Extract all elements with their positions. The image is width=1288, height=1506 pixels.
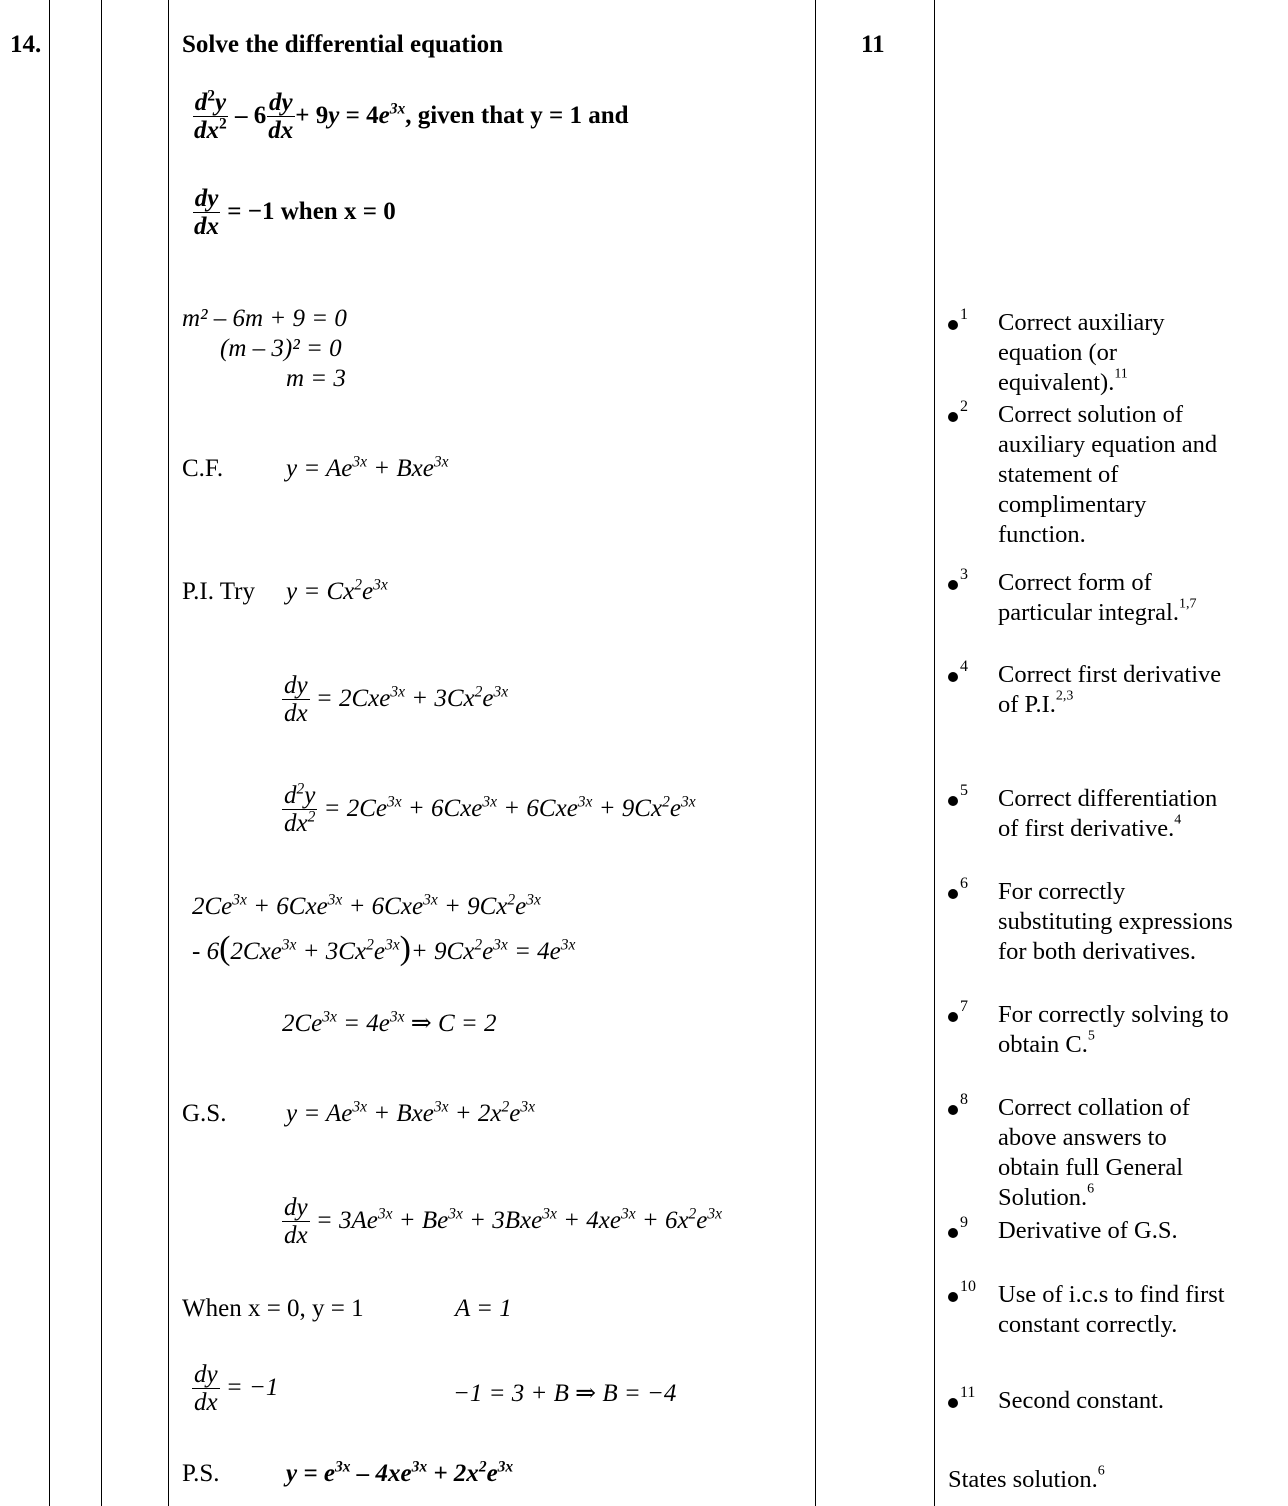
initial-condition: $\frac{dy}{dx}$ = −1 when x = 0: [194, 185, 396, 241]
pi-second-derivative: $\frac{d^2y}{dx^2}$ = $2Ce^{3x} + 6Cxe^{3x} + 6Cxe^{3x} + 9Cx^2e^{3x}$: [284, 780, 696, 838]
bullet-icon: [948, 1292, 958, 1302]
cf-label: C.F.: [182, 455, 224, 482]
ps-label: P.S.: [182, 1460, 220, 1487]
gs-label: G.S.: [182, 1100, 227, 1127]
bullet-icon: [948, 320, 958, 330]
gs-expression: $y = Ae^{3x} + Bxe^{3x} + 2x^2e^{3x}$: [286, 1098, 535, 1127]
column-divider: [815, 0, 816, 1506]
cf-expression: $y = Ae^{3x} + Bxe^{3x}$: [286, 453, 449, 482]
pi-expression: $y = Cx^2e^{3x}$: [286, 576, 388, 605]
column-divider: [168, 0, 169, 1506]
aux-equation: m² – 6m + 9 = 0: [182, 305, 347, 332]
ps-expression: $y = e^{3x} - 4xe^{3x} + 2x^2e^{3x}$: [286, 1458, 514, 1487]
pi-first-derivative: $\frac{dy}{dx}$ = $2Cxe^{3x} + 3Cx^2e^{3x}$: [284, 672, 509, 728]
bullet-icon: [948, 412, 958, 422]
final-note: States solution.$^6$: [948, 1463, 1105, 1493]
bullet-icon: [948, 1105, 958, 1115]
neg-one: = −1: [225, 1374, 279, 1402]
derivative-condition: $\frac{dy}{dx}$ = −1: [194, 1361, 279, 1417]
question-title: Solve the differential equation: [182, 31, 504, 58]
bullet-icon: [948, 672, 958, 682]
when-text: when x = 0: [280, 198, 396, 226]
substitution-line-2: - $6(2Cxe^{3x} + 3Cx^2e^{3x})+ 9Cx^2e^{3x} = 4e^{3x}$: [192, 930, 576, 967]
column-divider: [934, 0, 935, 1506]
b-solution: −1 = 3 + B ⇒ B = −4: [453, 1380, 677, 1407]
bullet-icon: [948, 1228, 958, 1238]
bullet-icon: [948, 796, 958, 806]
differential-equation: $\frac{d^2y}{dx^2}$ – 6 $\frac{dy}{dx}$ + $9y = 4e^{3x}$, given that y = 1 and: [194, 87, 629, 145]
pi-label: P.I. Try: [182, 578, 255, 605]
a-value: A = 1: [455, 1295, 512, 1322]
substitution-line-1: $2Ce^{3x} + 6Cxe^{3x} + 6Cxe^{3x} + 9Cx^2e^{3x}$: [192, 891, 541, 920]
gs-derivative: $\frac{dy}{dx}$ = $3Ae^{3x} + Be^{3x} + 3Bxe^{3x} + 4xe^{3x} + 6x^2e^{3x}$: [284, 1194, 723, 1250]
bullet-icon: [948, 889, 958, 899]
bullet-icon: [948, 1398, 958, 1408]
aux-factor: (m – 3)² = 0: [220, 335, 342, 362]
given-text: , given that y = 1 and: [405, 102, 629, 130]
question-number: 14.: [10, 31, 42, 58]
aux-root: m = 3: [286, 365, 346, 392]
solve-c: $2Ce^{3x} = 4e^{3x}$ ⇒ C = 2: [282, 1008, 497, 1037]
bullet-icon: [948, 580, 958, 590]
column-divider: [101, 0, 102, 1506]
column-divider: [49, 0, 50, 1506]
when-label: When x = 0, y = 1: [182, 1295, 364, 1322]
marks-total: 11: [861, 31, 885, 58]
bullet-icon: [948, 1012, 958, 1022]
